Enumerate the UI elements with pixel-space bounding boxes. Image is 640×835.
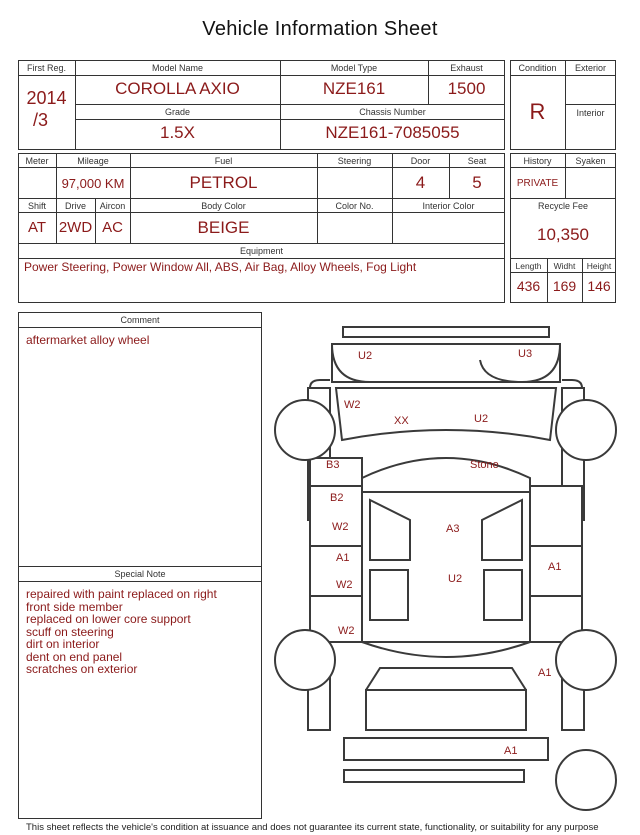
model-type-label: Model Type (330, 63, 378, 73)
special-note-line: repaired with paint replaced on right (26, 587, 217, 601)
exhaust-label: Exhaust (450, 63, 483, 73)
width: 169 (552, 278, 577, 294)
width-label: Widht (553, 261, 576, 271)
spare-wheel (556, 750, 616, 810)
condition-label: Condition (518, 63, 557, 73)
model-type: NZE161 (322, 79, 386, 98)
meter-label: Meter (25, 156, 49, 166)
wheel-front-right (556, 400, 616, 460)
damage-code-u2-hood: U2 (474, 413, 489, 425)
recycle-fee: 10,350 (537, 225, 589, 244)
fuel: PETROL (189, 173, 258, 192)
equipment: Power Steering, Power Window All, ABS, Air Bag, Alloy Wheels, Fog Light (24, 260, 417, 274)
equipment-label: Equipment (239, 246, 284, 256)
first-reg-label: First Reg. (26, 63, 66, 73)
damage-code-a1-bumper: A1 (504, 745, 518, 757)
damage-code-a3-roof: A3 (446, 523, 460, 535)
drive: 2WD (58, 219, 93, 236)
exterior-label: Exterior (574, 63, 606, 73)
aircon-label: Aircon (99, 201, 126, 211)
length-label: Length (515, 261, 542, 271)
rear-lower-bumper (344, 770, 524, 782)
damage-code-b3: B3 (326, 459, 340, 471)
exhaust: 1500 (447, 79, 486, 98)
special-note-line: front side member (26, 599, 123, 614)
grade: 1.5X (160, 123, 195, 142)
special-note-list (26, 588, 217, 676)
body-color-label: Body Color (201, 201, 246, 211)
damage-code-u3-front-right: U3 (518, 348, 533, 360)
syaken-label: Syaken (575, 156, 606, 166)
special-note-line: dirt on interior (26, 637, 100, 651)
height: 146 (587, 278, 611, 294)
special-note-label: Special Note (114, 569, 166, 579)
special-note-line: scratches on exterior (26, 662, 138, 676)
mileage-label: Mileage (77, 156, 109, 166)
drive-label: Drive (64, 201, 86, 211)
damage-code-w2-left: W2 (332, 521, 349, 533)
comment-text: aftermarket alloy wheel (26, 333, 150, 347)
condition-grade: R (529, 99, 546, 124)
damage-code-u2-roof: U2 (448, 573, 463, 585)
recycle-fee-label: Recycle Fee (537, 201, 589, 211)
trunk-lid (366, 690, 526, 730)
history: PRIVATE (516, 178, 559, 189)
door: 4 (415, 173, 426, 192)
grade-label: Grade (164, 107, 190, 117)
damage-code-w2-left-rear: W2 (336, 579, 353, 591)
damage-code-a1-left: A1 (336, 552, 350, 564)
front-bumper (343, 327, 549, 337)
length: 436 (516, 278, 541, 294)
door-label: Door (410, 156, 431, 166)
interior-color-label: Interior Color (422, 201, 475, 211)
right-front-door (530, 486, 582, 546)
special-note-line: replaced on lower core support (26, 612, 191, 626)
aircon: AC (102, 219, 123, 236)
history-label: History (523, 156, 552, 166)
wheel-front-left (275, 400, 335, 460)
interior-label: Interior (576, 108, 605, 118)
hood (336, 388, 556, 440)
first-reg-month: /3 (32, 110, 48, 130)
color-no-label: Color No. (335, 201, 374, 211)
car-damage-diagram (270, 320, 622, 818)
comment-label: Comment (120, 315, 160, 325)
damage-code-a1-rear-right: A1 (538, 667, 552, 679)
damage-code-u2-front-left: U2 (358, 350, 373, 362)
mileage: 97,000 KM (61, 176, 125, 191)
windshield (362, 458, 530, 492)
height-label: Height (586, 261, 612, 271)
chassis-number: NZE161-7085055 (325, 123, 460, 142)
body-color: BEIGE (197, 218, 250, 237)
steering-label: Steering (337, 156, 372, 166)
damage-code-a1-right: A1 (548, 561, 562, 573)
damage-code-xx-hood: XX (394, 415, 409, 427)
model-name-label: Model Name (151, 63, 204, 73)
shift-label: Shift (27, 201, 46, 211)
damage-code-b2: B2 (330, 492, 344, 504)
chassis-label: Chassis Number (359, 107, 426, 117)
fuel-label: Fuel (214, 156, 233, 166)
damage-code-w2-rear: W2 (338, 625, 355, 637)
seat-label: Seat (467, 156, 487, 166)
seat: 5 (472, 173, 482, 192)
disclaimer-footer: This sheet reflects the vehicle's condition at issuance and does not guarantee its current state, functionality, or suitability for any purpose (26, 822, 599, 833)
damage-code-stone: Stone (470, 459, 499, 471)
sheet-title: Vehicle Information Sheet (202, 18, 438, 40)
wheel-rear-left (275, 630, 335, 690)
rear-window (362, 642, 530, 657)
wheel-rear-right (556, 630, 616, 690)
special-note-line: scuff on steering (26, 624, 114, 639)
model-name: COROLLA AXIO (115, 79, 240, 98)
first-reg-year: 2014 (26, 88, 67, 108)
special-note-line: dent on end panel (26, 649, 123, 664)
shift: AT (27, 219, 47, 236)
damage-code-w2-windshield: W2 (344, 399, 361, 411)
